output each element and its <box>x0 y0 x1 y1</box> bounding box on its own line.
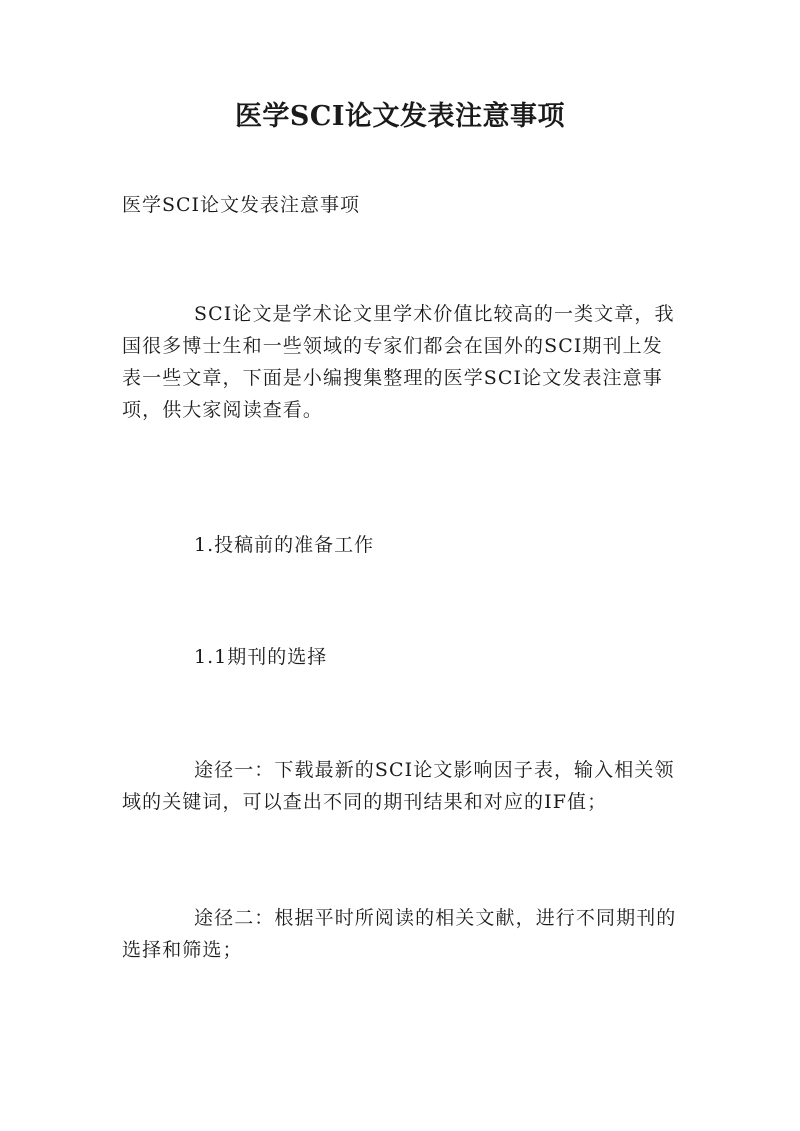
section-heading-1-1: 1.1期刊的选择 <box>194 646 328 668</box>
way-one-paragraph: 途径一：下载最新的SCI论文影响因子表，输入相关领域的关键词，可以查出不同的期刊结果和对应的IF值； <box>122 759 675 813</box>
intro-paragraph: SCI论文是学术论文里学术价值比较高的一类文章，我国很多博士生和一些领域的专家们都会在国外的SCI期刊上发表一些文章，下面是小编搜集整理的医学SCI论文发表注意事项，供大家阅读查看。 <box>122 303 675 421</box>
document-title: 医学SCI论文发表注意事项 <box>234 101 566 132</box>
document-subtitle: 医学SCI论文发表注意事项 <box>122 194 361 216</box>
section-heading-1: 1.投稿前的准备工作 <box>194 534 375 556</box>
way-two-paragraph: 途径二：根据平时所阅读的相关文献，进行不同期刊的选择和筛选； <box>122 907 677 961</box>
